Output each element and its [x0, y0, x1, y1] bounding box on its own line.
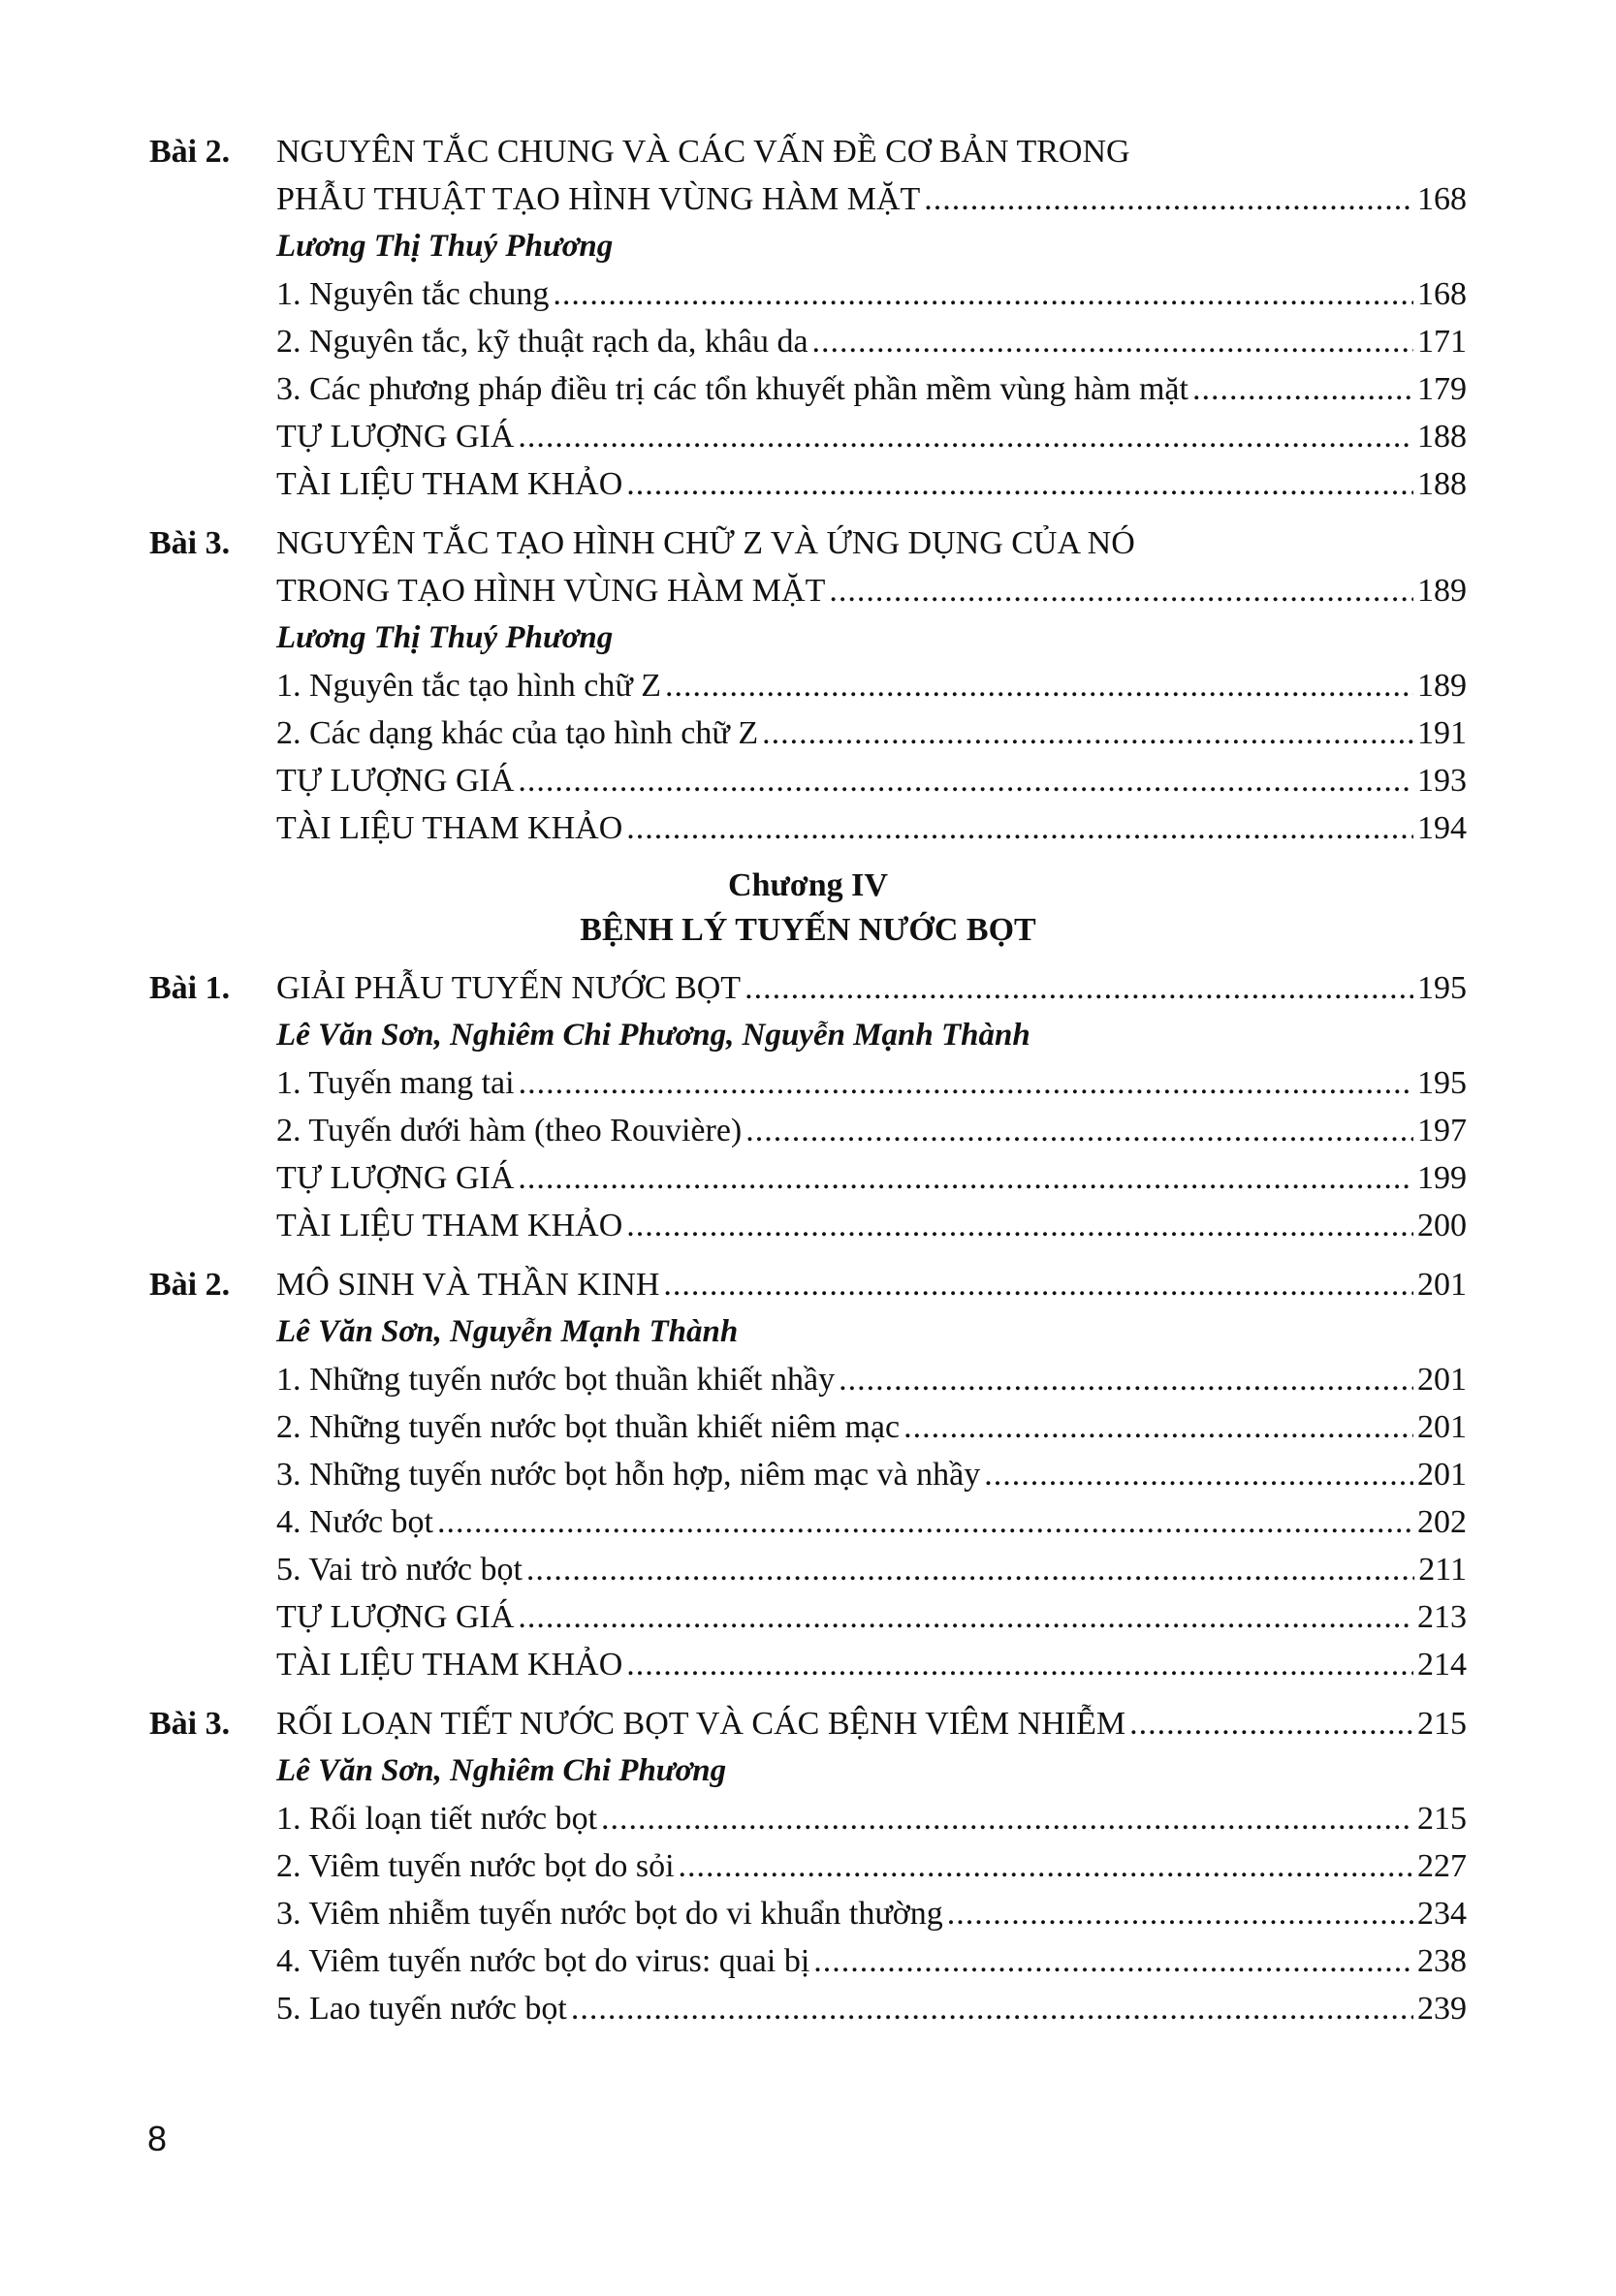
toc-item[interactable]: [276, 460, 1467, 508]
dot-leader: [571, 1985, 1413, 2032]
toc-item[interactable]: [276, 1403, 1467, 1451]
dot-leader: [812, 318, 1413, 365]
page-ref: 194: [1417, 810, 1467, 846]
lesson-title: GIẢI PHẪU TUYẾN NƯỚC BỌT: [276, 970, 742, 1006]
page-ref: 227: [1417, 1848, 1467, 1884]
dot-leader: [839, 1356, 1413, 1403]
toc-item-text: TÀI LIỆU THAM KHẢO: [276, 1647, 623, 1683]
lesson-title-row[interactable]: [276, 1261, 1467, 1308]
page-ref: 211: [1418, 1552, 1467, 1588]
page-ref: 202: [1417, 1504, 1467, 1540]
dot-leader: [626, 1641, 1413, 1688]
toc-item-text: 2. Viêm tuyến nước bọt do sỏi: [276, 1848, 675, 1884]
page-ref: 213: [1417, 1599, 1467, 1635]
toc-item[interactable]: [276, 709, 1467, 757]
page-ref: 201: [1417, 1409, 1467, 1445]
dot-leader: [762, 709, 1413, 757]
toc-item[interactable]: [276, 1641, 1467, 1688]
toc-item[interactable]: [276, 1451, 1467, 1498]
dot-leader: [601, 1795, 1413, 1842]
page-ref: 201: [1417, 1457, 1467, 1493]
lesson-label: Bài 3.: [149, 525, 231, 561]
lesson-entry: [0, 964, 1616, 1249]
toc-item[interactable]: [276, 270, 1467, 318]
dot-leader: [526, 1546, 1414, 1593]
page-ref: 193: [1417, 763, 1467, 799]
dot-leader: [745, 964, 1413, 1012]
toc-item[interactable]: [276, 1890, 1467, 1937]
lesson-title: TRONG TẠO HÌNH VÙNG HÀM MẶT: [276, 573, 826, 609]
page-ref: 201: [1417, 1267, 1467, 1303]
toc-item-text: TỰ LƯỢNG GIÁ: [276, 419, 515, 455]
dot-leader: [745, 1107, 1413, 1154]
lesson-entry: [0, 1261, 1616, 1688]
dot-leader: [813, 1937, 1413, 1985]
page-ref: 215: [1417, 1801, 1467, 1837]
toc-item-text: 2. Nguyên tắc, kỹ thuật rạch da, khâu da: [276, 324, 808, 360]
lesson-title-row[interactable]: [276, 175, 1467, 223]
page-ref: 215: [1417, 1706, 1467, 1742]
chapter-number: Chương IV: [728, 867, 888, 903]
table-of-contents: [0, 128, 1616, 2044]
dot-leader: [663, 1261, 1413, 1308]
lesson-title: MÔ SINH VÀ THẦN KINH: [276, 1267, 660, 1303]
dot-leader: [519, 1059, 1413, 1107]
page-ref: 171: [1417, 324, 1467, 360]
toc-item-text: 5. Vai trò nước bọt: [276, 1552, 523, 1588]
lesson-author: Lương Thị Thuý Phương: [276, 620, 614, 655]
page-ref: 195: [1417, 1065, 1467, 1101]
toc-item-text: 2. Những tuyến nước bọt thuần khiết niêm mạc: [276, 1409, 901, 1445]
toc-item[interactable]: [276, 1795, 1467, 1842]
toc-item[interactable]: [276, 413, 1467, 460]
page-ref: 188: [1417, 466, 1467, 502]
page-ref: 168: [1417, 276, 1467, 312]
dot-leader: [518, 757, 1413, 804]
lesson-title: PHẪU THUẬT TẠO HÌNH VÙNG HÀM MẶT: [276, 181, 921, 217]
toc-item[interactable]: [276, 1498, 1467, 1546]
dot-leader: [829, 567, 1413, 614]
page-ref: 199: [1417, 1160, 1467, 1196]
toc-item-text: 1. Nguyên tắc tạo hình chữ Z: [276, 668, 662, 704]
toc-item-text: 2. Tuyến dưới hàm (theo Rouvière): [276, 1113, 743, 1148]
page-ref: 189: [1417, 668, 1467, 704]
lesson-title-row[interactable]: [276, 1700, 1467, 1747]
toc-item[interactable]: [276, 1154, 1467, 1202]
toc-item-text: 4. Nước bọt: [276, 1504, 433, 1540]
dot-leader: [903, 1403, 1413, 1451]
chapter-heading: [149, 864, 1467, 953]
toc-item-text: 1. Tuyến mang tai: [276, 1065, 515, 1101]
toc-item[interactable]: [276, 318, 1467, 365]
toc-item-text: 5. Lao tuyến nước bọt: [276, 1991, 567, 2027]
toc-item[interactable]: [276, 1842, 1467, 1890]
page-ref: 239: [1417, 1991, 1467, 2027]
toc-item[interactable]: [276, 1593, 1467, 1641]
lesson-title-row[interactable]: [276, 567, 1467, 614]
toc-item[interactable]: [276, 804, 1467, 852]
lesson-title-line: NGUYÊN TẮC CHUNG VÀ CÁC VẤN ĐỀ CƠ BẢN TRONG: [276, 134, 1130, 170]
page-number: 8: [147, 2119, 168, 2158]
dot-leader: [626, 1202, 1413, 1249]
page-ref: 197: [1417, 1113, 1467, 1148]
page-ref: 200: [1417, 1208, 1467, 1243]
page-ref: 195: [1417, 970, 1467, 1006]
lesson-author: Lê Văn Sơn, Nghiêm Chi Phương: [276, 1753, 727, 1788]
toc-item-text: 2. Các dạng khác của tạo hình chữ Z: [276, 715, 759, 751]
dot-leader: [947, 1890, 1413, 1937]
toc-item[interactable]: [276, 1937, 1467, 1985]
page-ref: 168: [1417, 181, 1467, 217]
lesson-author: Lê Văn Sơn, Nghiêm Chi Phương, Nguyễn Mạnh Thành: [276, 1018, 1030, 1053]
lesson-label: Bài 2.: [149, 134, 231, 170]
lesson-entry: [0, 128, 1616, 508]
toc-item-text: 3. Những tuyến nước bọt hỗn hợp, niêm mạc và nhầy: [276, 1457, 981, 1493]
dot-leader: [924, 175, 1413, 223]
toc-item-text: TÀI LIỆU THAM KHẢO: [276, 810, 623, 846]
toc-item[interactable]: [276, 365, 1467, 413]
toc-item[interactable]: [276, 1546, 1467, 1593]
dot-leader: [626, 460, 1413, 508]
toc-item-text: TỰ LƯỢNG GIÁ: [276, 1599, 515, 1635]
lesson-label: Bài 2.: [149, 1267, 231, 1303]
toc-item-text: TÀI LIỆU THAM KHẢO: [276, 466, 623, 502]
toc-item[interactable]: [276, 1356, 1467, 1403]
lesson-title-row[interactable]: [276, 964, 1467, 1012]
dot-leader: [626, 804, 1413, 852]
toc-item-text: TỰ LƯỢNG GIÁ: [276, 1160, 515, 1196]
toc-item-text: 4. Viêm tuyến nước bọt do virus: quai bị: [276, 1943, 810, 1979]
dot-leader: [437, 1498, 1413, 1546]
toc-item[interactable]: [276, 1985, 1467, 2032]
lesson-author: Lê Văn Sơn, Nguyễn Mạnh Thành: [276, 1314, 739, 1349]
toc-item[interactable]: [276, 757, 1467, 804]
dot-leader: [553, 270, 1413, 318]
page-ref: 234: [1417, 1896, 1467, 1932]
page-ref: 188: [1417, 419, 1467, 455]
toc-item-text: TÀI LIỆU THAM KHẢO: [276, 1208, 623, 1243]
dot-leader: [518, 1154, 1413, 1202]
toc-item-text: TỰ LƯỢNG GIÁ: [276, 763, 515, 799]
dot-leader: [984, 1451, 1413, 1498]
toc-item-text: 1. Những tuyến nước bọt thuần khiết nhầy: [276, 1362, 836, 1398]
page-ref: 191: [1417, 715, 1467, 751]
toc-item-text: 1. Rối loạn tiết nước bọt: [276, 1801, 598, 1837]
dot-leader: [518, 1593, 1413, 1641]
toc-item[interactable]: [276, 1202, 1467, 1249]
lesson-label: Bài 1.: [149, 970, 231, 1006]
page-ref: 189: [1417, 573, 1467, 609]
toc-item[interactable]: [276, 1107, 1467, 1154]
toc-item-text: 3. Các phương pháp điều trị các tổn khuyết phần mềm vùng hàm mặt: [276, 371, 1188, 407]
page-ref: 214: [1417, 1647, 1467, 1683]
toc-item-text: 3. Viêm nhiễm tuyến nước bọt do vi khuẩn thường: [276, 1896, 943, 1932]
lesson-author: Lương Thị Thuý Phương: [276, 229, 614, 264]
page-ref: 201: [1417, 1362, 1467, 1398]
page-ref: 179: [1417, 371, 1467, 407]
dot-leader: [665, 662, 1413, 709]
lesson-label: Bài 3.: [149, 1706, 231, 1742]
page-ref: 238: [1417, 1943, 1467, 1979]
lesson-title-line: NGUYÊN TẮC TẠO HÌNH CHỮ Z VÀ ỨNG DỤNG CỦA NÓ: [276, 525, 1135, 561]
lesson-title: RỐI LOẠN TIẾT NƯỚC BỌT VÀ CÁC BỆNH VIÊM NHIỄM: [276, 1706, 1126, 1742]
lesson-entry: [0, 519, 1616, 852]
lesson-entry: [0, 1700, 1616, 2032]
chapter-title: BỆNH LÝ TUYẾN NƯỚC BỌT: [580, 912, 1036, 948]
dot-leader: [518, 413, 1413, 460]
dot-leader: [1129, 1700, 1413, 1747]
toc-item[interactable]: [276, 1059, 1467, 1107]
toc-item-text: 1. Nguyên tắc chung: [276, 276, 550, 312]
dot-leader: [679, 1842, 1413, 1890]
dot-leader: [1192, 365, 1413, 413]
toc-item[interactable]: [276, 662, 1467, 709]
